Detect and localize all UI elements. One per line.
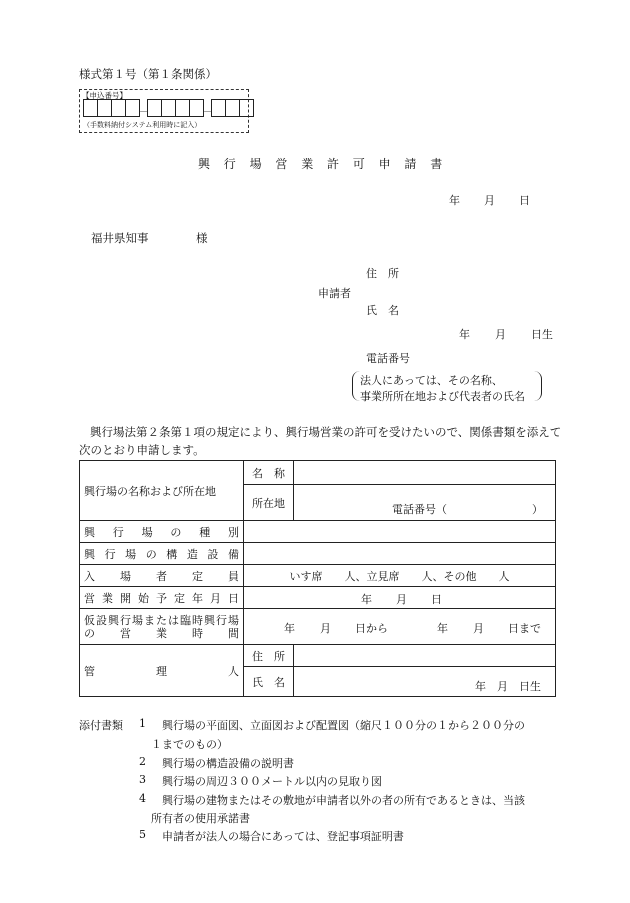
manager-label-cell bbox=[80, 645, 244, 697]
temp-year-to: 年 bbox=[437, 622, 448, 635]
number-dash: － bbox=[203, 108, 213, 118]
application-table bbox=[79, 460, 556, 697]
manager-address-label-cell bbox=[244, 645, 294, 667]
application-statement: 興行場法第２条第１項の規定により、興行場営業の許可を受けたいので、関係書類を添えて次のとおり申請します。 bbox=[79, 425, 562, 457]
applicant-label: 申請者 bbox=[318, 287, 351, 300]
attachments-label: 添付書類 bbox=[79, 719, 123, 732]
start-date-label: 営業開始予定年月日 bbox=[84, 591, 239, 605]
venue-type-label: 興行場の種別 bbox=[84, 525, 239, 539]
temp-hours-label-cell bbox=[80, 609, 244, 645]
number-cell[interactable] bbox=[111, 99, 126, 117]
number-cell[interactable] bbox=[189, 99, 204, 117]
temp-hours-field[interactable] bbox=[244, 609, 556, 645]
start-date-label-cell bbox=[80, 587, 244, 609]
applicant-name-label: 氏 名 bbox=[366, 304, 399, 317]
venue-location-label-cell bbox=[244, 485, 294, 521]
manager-label: 管理人 bbox=[84, 664, 239, 678]
attachment-text: 申請者が法人の場合にあっては、登記事項証明書 bbox=[162, 830, 404, 843]
number-dash: － bbox=[139, 108, 149, 118]
birth-day: 日生 bbox=[531, 328, 553, 341]
form-number: 様式第１号（第１条関係） bbox=[79, 67, 217, 81]
addressee-governor: 福井県知事 bbox=[91, 231, 149, 245]
structure-label-cell bbox=[80, 543, 244, 565]
attachment-text: 興行場の平面図、立面図および配置図（縮尺１００分の１から２００分の bbox=[162, 719, 525, 732]
attachment-no: 3 bbox=[139, 773, 146, 786]
manager-name-field[interactable] bbox=[294, 667, 556, 697]
venue-phone-label: 電話番号（ bbox=[392, 503, 447, 516]
attachment-text-cont: １までのもの） bbox=[151, 738, 228, 751]
number-cell[interactable] bbox=[161, 99, 176, 117]
temp-day-from: 日から bbox=[355, 622, 388, 635]
venue-name-field[interactable] bbox=[294, 461, 556, 485]
structure-field[interactable] bbox=[244, 543, 556, 565]
venue-label: 興行場の名称および所在地 bbox=[84, 484, 216, 498]
venue-location-label: 所在地 bbox=[252, 496, 285, 510]
attachment-text-cont: 所有者の使用承諾書 bbox=[151, 812, 250, 825]
attachment-text: 興行場の周辺３００メートル以内の見取り図 bbox=[162, 775, 382, 788]
birth-month: 月 bbox=[495, 328, 506, 341]
attachment-text: 興行場の建物またはその敷地が申請者以外の者の所有であるときは、当該 bbox=[162, 794, 525, 807]
manager-name-label: 氏 名 bbox=[252, 675, 285, 689]
attachment-no: 5 bbox=[139, 828, 146, 841]
capacity-label: 入場者定員 bbox=[84, 569, 239, 583]
venue-name-label-cell bbox=[244, 461, 294, 485]
number-cell[interactable] bbox=[211, 99, 226, 117]
temp-day-to: 日まで bbox=[508, 622, 541, 635]
attachment-no: 2 bbox=[139, 755, 146, 768]
temp-hours-label-line1: 仮設興行場または臨時興行場 bbox=[84, 613, 239, 627]
manager-address-label: 住 所 bbox=[252, 649, 285, 663]
attachment-no: 1 bbox=[139, 717, 146, 730]
start-year: 年 bbox=[361, 593, 372, 606]
application-number-box bbox=[79, 89, 249, 133]
attachment-text: 興行場の構造設備の説明書 bbox=[162, 757, 294, 770]
date-day: 日 bbox=[519, 194, 530, 207]
temp-month-from: 月 bbox=[320, 622, 331, 635]
venue-phone-close: ） bbox=[532, 503, 543, 516]
number-cell[interactable] bbox=[239, 99, 254, 117]
number-cell[interactable] bbox=[125, 99, 140, 117]
applicant-address-label: 住 所 bbox=[366, 267, 399, 280]
birth-year: 年 bbox=[459, 328, 470, 341]
venue-label-cell bbox=[80, 461, 244, 521]
addressee-honorific: 様 bbox=[196, 231, 208, 245]
number-cell[interactable] bbox=[97, 99, 112, 117]
date-month: 月 bbox=[484, 194, 495, 207]
venue-location-field[interactable] bbox=[294, 485, 556, 521]
venue-type-field[interactable] bbox=[244, 521, 556, 543]
application-number-label: 【申込番号】 bbox=[82, 91, 127, 100]
corporate-note-line1: 法人にあっては、その名称、 bbox=[360, 374, 503, 387]
manager-birth: 年 月 日生 bbox=[475, 680, 541, 693]
venue-type-label-cell bbox=[80, 521, 244, 543]
start-month: 月 bbox=[396, 593, 407, 606]
temp-hours-label-line2: の営業時間 bbox=[84, 626, 239, 640]
capacity-label-cell bbox=[80, 565, 244, 587]
number-cell[interactable] bbox=[175, 99, 190, 117]
structure-label: 興行場の構造設備 bbox=[84, 547, 239, 561]
venue-name-label: 名 称 bbox=[252, 466, 285, 480]
temp-month-to: 月 bbox=[473, 622, 484, 635]
corporate-note-line2: 事業所所在地および代表者の氏名 bbox=[360, 390, 525, 403]
start-date-field[interactable] bbox=[244, 587, 556, 609]
applicant-phone-label: 電話番号 bbox=[366, 352, 410, 365]
number-cell[interactable] bbox=[83, 99, 98, 117]
attachment-no: 4 bbox=[139, 792, 146, 805]
document-title: 興行場営業許可申請書 bbox=[198, 157, 457, 171]
temp-year-from: 年 bbox=[284, 622, 295, 635]
capacity-field[interactable] bbox=[244, 565, 556, 587]
start-day: 日 bbox=[431, 593, 442, 606]
application-number-note: （手数料納付システム利用時に記入） bbox=[83, 121, 202, 129]
number-cell[interactable] bbox=[225, 99, 240, 117]
capacity-value: いす席 人、立見席 人、その他 人 bbox=[289, 569, 510, 583]
manager-name-label-cell bbox=[244, 667, 294, 697]
date-year: 年 bbox=[449, 194, 460, 207]
manager-address-field[interactable] bbox=[294, 645, 556, 667]
number-cell[interactable] bbox=[147, 99, 162, 117]
